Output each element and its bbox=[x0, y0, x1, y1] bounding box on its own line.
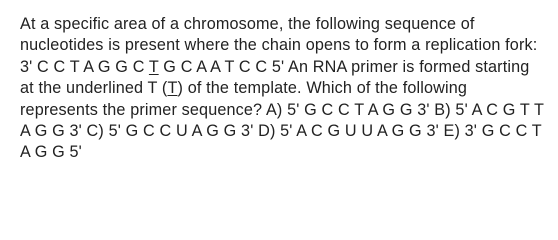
option-letter: D) bbox=[258, 122, 276, 141]
answer-option-d bbox=[258, 122, 439, 140]
question-text bbox=[20, 14, 544, 164]
option-text: 5' G C C T A G G 3' bbox=[287, 100, 430, 119]
option-letter: B) bbox=[434, 100, 451, 119]
question-stem-part2: G C A A T C C 5' An RNA primer is formed starting at the underlined T ( bbox=[20, 57, 530, 98]
underlined-nucleotide: T bbox=[148, 57, 159, 76]
underlined-nucleotide: T bbox=[167, 79, 178, 98]
option-letter: A) bbox=[265, 100, 283, 119]
question-stem-part1: At a specific area of a chromosome, the following sequence of nucleotides is present where the chain opens to form a replication fork: 3' C C T A G G C bbox=[20, 15, 538, 76]
question-stem-part3: ) of the template. Which of the following represents the primer sequence? bbox=[20, 79, 468, 119]
option-text: 3' G C C T A G G 5' bbox=[20, 122, 542, 162]
option-text: 5' A C G T T A G G 3' bbox=[20, 100, 544, 141]
option-letter: C) bbox=[86, 122, 104, 141]
answer-option-a bbox=[266, 101, 430, 119]
option-text: 5' A C G U U A G G 3' bbox=[280, 122, 439, 141]
answer-option-c bbox=[87, 122, 254, 140]
option-letter: E) bbox=[443, 122, 460, 141]
option-text: 5' G C C U A G G 3' bbox=[108, 122, 254, 141]
